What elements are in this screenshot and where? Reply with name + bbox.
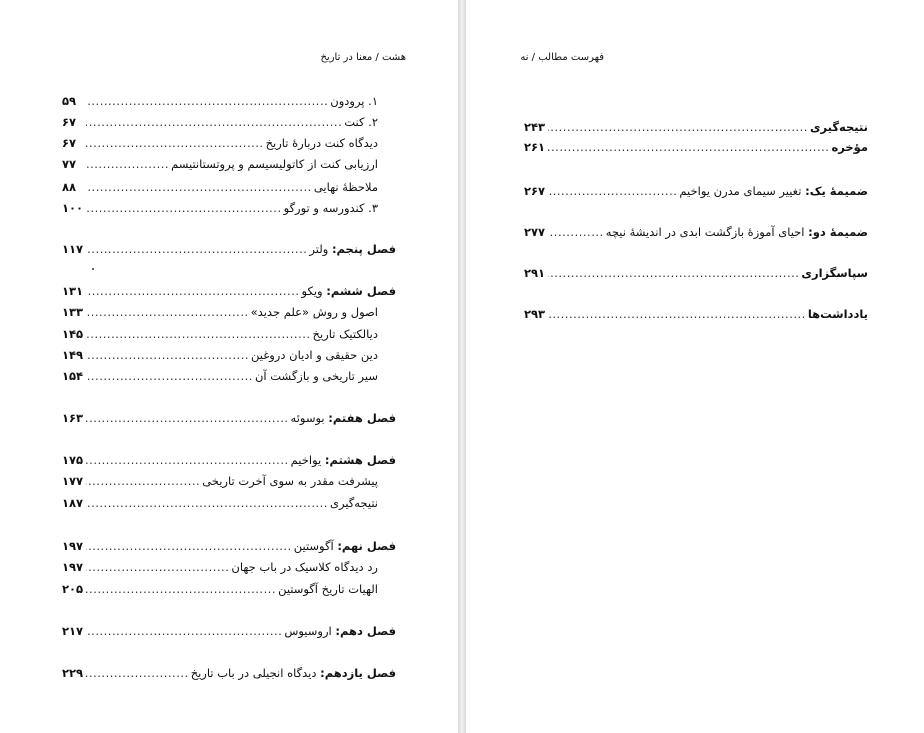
toc-dot-leader (86, 115, 342, 129)
toc-page-number: ۱۷۷ (62, 474, 84, 488)
toc-entry-text (313, 327, 378, 341)
toc-entry (62, 136, 396, 150)
toc-page-number: ۸۸ (62, 180, 77, 194)
toc-entry (62, 453, 396, 467)
toc-page-number: ۲۶۷ (524, 184, 546, 198)
toc-page-number: ۱۹۷ (62, 560, 84, 574)
toc-title: ۲. کنت (344, 115, 378, 129)
book-gutter (458, 0, 466, 733)
toc-entry (524, 266, 868, 280)
toc-page-number: ۱۳۱ (62, 284, 84, 298)
toc-entry-text (330, 496, 378, 510)
toc-dot-leader (548, 184, 677, 198)
toc-dot-leader (86, 560, 229, 574)
toc-dot-leader (86, 201, 282, 215)
toc-chapter-label: فصل نهم: (337, 539, 396, 553)
toc-entry (62, 115, 396, 129)
toc-title: دیدگاه کنت دربارهٔ تاریخ (265, 136, 378, 150)
toc-entry (62, 411, 396, 425)
toc-title: سیر تاریخی و بازگشت آن (254, 369, 378, 383)
toc-page-number: ۲۲۹ (62, 666, 84, 680)
toc-entry-text (251, 305, 378, 319)
toc-entry-text (202, 474, 378, 488)
toc-title: دین حقیقی و ادیان دروغین (251, 348, 378, 362)
toc-entry (62, 305, 396, 319)
toc-title: دیدگاه انجیلی در باب تاریخ (190, 666, 317, 680)
toc-chapter-label: فصل پنجم: (331, 242, 396, 256)
left-page-header: هشت / معنا در تاریخ (320, 52, 406, 63)
toc-entry (524, 184, 868, 198)
toc-entry-text (831, 140, 868, 154)
toc-chapter-label: ضمیمهٔ یک: (805, 184, 868, 198)
toc-chapter-label: یادداشت‌ها (807, 307, 868, 321)
toc-page-number: ۷۷ (62, 157, 77, 171)
toc-entry (62, 624, 396, 638)
toc-title: دیالکتیک تاریخ (312, 327, 378, 341)
toc-page-number: ۲۶۱ (524, 140, 546, 154)
right-page-header: فهرست مطالب / نه (520, 52, 604, 63)
toc-entry-text (291, 411, 396, 425)
toc-entry (62, 666, 396, 680)
toc-dot-leader (86, 496, 328, 510)
stray-dot (92, 268, 94, 270)
toc-page-number: ۶۷ (62, 115, 77, 129)
toc-dot-leader (86, 94, 328, 108)
toc-entry-text (314, 180, 378, 194)
toc-page-number: ۱۴۹ (62, 348, 84, 362)
toc-dot-leader (86, 453, 289, 467)
toc-page-number: ۱۸۷ (62, 496, 84, 510)
toc-dot-leader (86, 582, 276, 596)
toc-entry-text (251, 348, 378, 362)
toc-chapter-label: فصل ششم: (326, 284, 396, 298)
toc-entry (62, 327, 396, 341)
toc-dot-leader (86, 242, 307, 256)
toc-page-number: ۱۵۴ (62, 369, 84, 383)
toc-entry-text (344, 115, 378, 129)
toc-title: پیشرفت مقدر به سوی آخرت تاریخی (202, 474, 378, 488)
toc-entry (524, 307, 868, 321)
toc-dot-leader (86, 348, 249, 362)
toc-dot-leader (548, 140, 829, 154)
toc-title: ملاحظهٔ نهایی (313, 180, 378, 194)
toc-entry (62, 369, 396, 383)
toc-chapter-label: ضمیمهٔ دو: (808, 225, 868, 239)
toc-dot-leader (86, 666, 189, 680)
toc-entry-text (284, 624, 396, 638)
toc-entry-text (291, 453, 396, 467)
toc-page-number: ۱۴۵ (62, 327, 84, 341)
toc-title: یواخیم (290, 453, 322, 467)
toc-entry (62, 582, 396, 596)
toc-chapter-label: مؤخره (831, 140, 868, 154)
toc-page-number: ۱۰۰ (62, 201, 84, 215)
toc-entry-text (171, 157, 378, 171)
toc-title: تغییر سیمای مدرن یواخیم (679, 184, 802, 198)
toc-page-number: ۲۰۵ (62, 582, 84, 596)
toc-page-number: ۱۱۷ (62, 242, 84, 256)
toc-chapter-label: فصل هشتم: (324, 453, 396, 467)
toc-title: ۱. پرودون (330, 94, 378, 108)
right-page (466, 0, 924, 733)
toc-dot-leader (86, 539, 292, 553)
toc-entry-text (606, 225, 868, 239)
toc-title: الهیات تاریخ آگوستین (278, 582, 378, 596)
toc-entry-text (801, 266, 868, 280)
toc-dot-leader (86, 305, 249, 319)
toc-title: رد دیدگاه کلاسیک در باب جهان (231, 560, 378, 574)
toc-entry-text (808, 307, 868, 321)
toc-dot-leader (548, 225, 604, 239)
toc-entry (62, 94, 396, 108)
toc-title: آگوستین (293, 539, 334, 553)
toc-chapter-label: نتیجه‌گیری (809, 120, 868, 134)
toc-page-number: ۱۶۳ (62, 411, 84, 425)
toc-entry-text (266, 136, 378, 150)
toc-entry-text (191, 666, 396, 680)
toc-dot-leader (86, 369, 253, 383)
toc-dot-leader (86, 157, 169, 171)
toc-chapter-label: فصل یازدهم: (320, 666, 396, 680)
toc-title: ولتر (309, 242, 329, 256)
toc-dot-leader (86, 327, 311, 341)
toc-page-number: ۲۴۳ (524, 120, 546, 134)
toc-entry-text (330, 94, 378, 108)
toc-dot-leader (86, 180, 312, 194)
toc-title: احیای آموزهٔ بازگشت ابدی در اندیشهٔ نیچه (605, 225, 805, 239)
toc-title: اصول و روش «علم جدید» (250, 305, 378, 319)
toc-entry (62, 180, 396, 194)
toc-entry-text (679, 184, 868, 198)
toc-entry-text (810, 120, 868, 134)
toc-dot-leader (548, 307, 806, 321)
toc-entry (62, 242, 396, 256)
toc-chapter-label: سپاسگزاری (801, 266, 868, 280)
toc-entry-text (309, 242, 396, 256)
toc-dot-leader (86, 411, 289, 425)
toc-title: نتیجه‌گیری (329, 496, 378, 510)
toc-page-number: ۲۹۱ (524, 266, 546, 280)
toc-entry (524, 140, 868, 154)
toc-dot-leader (548, 120, 808, 134)
toc-entry-text (294, 539, 396, 553)
toc-page-number: ۶۷ (62, 136, 77, 150)
toc-title: ۳. کندورسه و تورگو (283, 201, 378, 215)
toc-entry (62, 348, 396, 362)
toc-entry-text (231, 560, 378, 574)
toc-chapter-label: فصل دهم: (335, 624, 396, 638)
toc-dot-leader (86, 284, 300, 298)
toc-page-number: ۱۷۵ (62, 453, 84, 467)
toc-dot-leader (86, 136, 264, 150)
toc-entry (524, 120, 868, 134)
toc-chapter-label: فصل هفتم: (328, 411, 396, 425)
toc-entry-text (284, 201, 378, 215)
left-page (0, 0, 458, 733)
toc-entry (62, 496, 396, 510)
toc-entry (62, 560, 396, 574)
toc-entry (62, 157, 396, 171)
toc-page-number: ۱۹۷ (62, 539, 84, 553)
toc-entry-text (302, 284, 396, 298)
toc-title: ویکو (301, 284, 323, 298)
toc-entry-text (278, 582, 378, 596)
toc-dot-leader (86, 624, 282, 638)
toc-entry (62, 284, 396, 298)
toc-page-number: ۲۹۳ (524, 307, 546, 321)
toc-page-number: ۱۳۳ (62, 305, 84, 319)
toc-title: بوسوئه (290, 411, 325, 425)
toc-dot-leader (548, 266, 799, 280)
toc-page-number: ۵۹ (62, 94, 77, 108)
toc-title: اروسیوس (284, 624, 332, 638)
toc-dot-leader (86, 474, 200, 488)
toc-entry (62, 201, 396, 215)
toc-title: ارزیابی کنت از کاتولیسیسم و پروتستانتیسم (171, 157, 378, 171)
toc-entry-text (255, 369, 378, 383)
toc-page-number: ۲۷۷ (524, 225, 546, 239)
toc-entry (524, 225, 868, 239)
toc-entry (62, 539, 396, 553)
toc-page-number: ۲۱۷ (62, 624, 84, 638)
toc-entry (62, 474, 396, 488)
